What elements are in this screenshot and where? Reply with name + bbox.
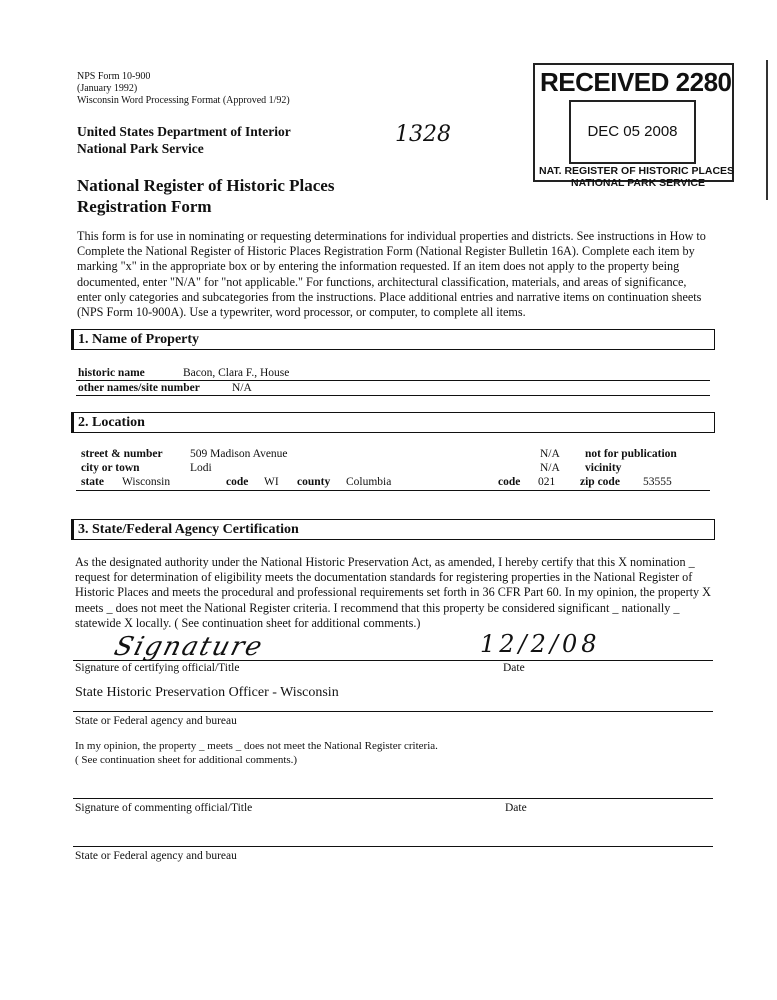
zip-label: zip code — [580, 476, 620, 488]
county-code-label: code — [498, 476, 521, 488]
commenting-date-label: Date — [505, 802, 527, 814]
state-code-label: code — [226, 476, 249, 488]
county-value: Columbia — [346, 476, 392, 488]
opinion-text: In my opinion, the property _ meets _ does not meet the National Register criteria. — [75, 740, 438, 752]
vicinity-label: vicinity — [585, 462, 622, 474]
agency-line-2: National Park Service — [77, 141, 204, 156]
agency-line-1: United States Department of Interior — [77, 124, 291, 139]
zip-value: 53555 — [643, 476, 672, 488]
page-edge-line — [766, 60, 768, 200]
form-title-1: National Register of Historic Places — [77, 176, 335, 195]
form-format: Wisconsin Word Processing Format (Approved 1/92) — [77, 95, 290, 106]
county-code-value: 021 — [538, 476, 556, 488]
other-names-label: other names/site number — [78, 382, 200, 394]
signed-date: 12/2/08 — [480, 630, 601, 658]
street-label: street & number — [81, 448, 163, 460]
city-value: Lodi — [190, 462, 212, 474]
bureau-line — [73, 711, 713, 712]
county-label: county — [297, 476, 331, 488]
officer-title: State Historic Preservation Officer - Wisconsin — [75, 685, 339, 700]
form-date: (January 1992) — [77, 83, 138, 94]
intro-text: This form is for use in nominating or requesting determinations for individual properties and districts. See instructions in How to Complete the National Register of Historic Places Registration Form (National Register Bulletin 16A). Complete each item by marking "x" in the appropriate box or by entering the information requested. If an item does not apply to the property being documented, enter "N/A" for "not applicable." For functions, architectural classification, materials, and areas of significance, enter only categories and subcategories from the instructions. Place additional entries and narrative items on continuation sheets (NPS Form 10-900A). Use a typewriter, word processor, or computer, to complete all items. — [77, 229, 706, 320]
city-label: city or town — [81, 462, 140, 474]
divider — [76, 395, 710, 396]
form-title-2: Registration Form — [77, 197, 212, 216]
state-value: Wisconsin — [122, 476, 171, 488]
not-for-publication-value: N/A — [540, 448, 560, 460]
divider — [76, 490, 710, 491]
continuation-text: ( See continuation sheet for additional comments.) — [75, 754, 298, 766]
commenting-signature-label: Signature of commenting official/Title — [75, 802, 253, 814]
vicinity-value: N/A — [540, 462, 560, 474]
certification-text: As the designated authority under the National Historic Preservation Act, as amended, I hereby certify that this X nomination _ request for determination of eligibility meets the documentation standards for registering properties in the National Register of Historic Places and meets the procedural and professional requirements set forth in 36 CFR Part 60. In my opinion, the property X meets _ does not meet the National Register criteria. I recommend that this property be considered significant _ nationally _ statewide X locally. ( See continuation sheet for additional comments.) — [75, 555, 711, 630]
form-number: NPS Form 10-900 — [77, 71, 151, 82]
stamp-date: DEC 05 2008 — [569, 100, 696, 164]
stamp-line-2: NATIONAL PARK SERVICE — [571, 177, 705, 189]
state-label: state — [81, 476, 104, 488]
bureau-label: State or Federal agency and bureau — [75, 715, 237, 727]
commenting-signature-line — [73, 798, 713, 799]
section-3-header: 3. State/Federal Agency Certification — [71, 519, 715, 540]
historic-name-label: historic name — [78, 367, 145, 379]
state-code-value: WI — [264, 476, 279, 488]
date-label: Date — [503, 662, 525, 674]
section-1-header: 1. Name of Property — [71, 329, 715, 350]
section-2-header: 2. Location — [71, 412, 715, 433]
historic-name-value: Bacon, Clara F., House — [183, 367, 290, 379]
received-stamp — [533, 63, 735, 189]
other-names-value: N/A — [232, 382, 252, 394]
handwritten-number: 1328 — [395, 122, 451, 147]
not-for-publication-label: not for publication — [585, 448, 677, 460]
stamp-line-1: NAT. REGISTER OF HISTORIC PLACES — [539, 165, 735, 177]
certifying-signature: Signature — [110, 632, 268, 662]
bureau2-line — [73, 846, 713, 847]
stamp-received: RECEIVED 2280 — [540, 67, 732, 97]
street-value: 509 Madison Avenue — [190, 448, 288, 460]
bureau2-label: State or Federal agency and bureau — [75, 850, 237, 862]
signature-label: Signature of certifying official/Title — [75, 662, 240, 674]
